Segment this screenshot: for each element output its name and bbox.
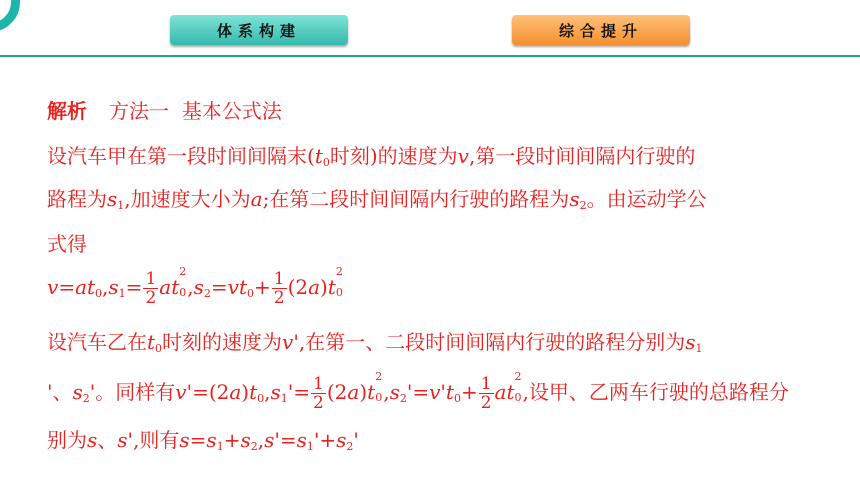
var: s xyxy=(72,380,83,404)
tab-comprehensive-improvement[interactable]: 综合提升 xyxy=(512,15,690,45)
method-title: 方法一 基本公式法 xyxy=(109,99,282,123)
var: s xyxy=(87,428,98,452)
op: , xyxy=(187,275,194,299)
sub: 1 xyxy=(306,440,314,453)
var: s xyxy=(685,330,696,354)
var: s xyxy=(179,428,190,452)
text: ,设甲、乙两车行驶的总路程分 xyxy=(522,380,789,404)
op: , xyxy=(257,428,265,452)
paragraph-line-6 xyxy=(47,424,359,453)
text: 。由运动学公 xyxy=(586,187,707,211)
solution-heading xyxy=(47,95,282,124)
var: a xyxy=(250,187,263,211)
op: (2 xyxy=(287,275,309,299)
var: t xyxy=(147,330,156,354)
sup: 2 xyxy=(514,370,522,383)
text: 别为 xyxy=(47,428,87,452)
var: v xyxy=(457,144,469,168)
op: = xyxy=(58,275,76,299)
sup: 2 xyxy=(179,265,187,278)
text: ,第一段时间间隔内行驶的 xyxy=(468,144,696,168)
var: t xyxy=(506,380,515,404)
sub: 2 xyxy=(203,287,211,300)
sub: 0 xyxy=(95,287,103,300)
sub: 1 xyxy=(117,199,125,212)
text: ,在第一、二段时间间隔内行驶的路程分别为 xyxy=(298,330,686,354)
analysis-label: 解析 xyxy=(47,99,87,123)
var: t xyxy=(445,380,454,404)
sub: 1 xyxy=(118,287,126,300)
paragraph-line-1 xyxy=(47,140,695,169)
sub: 1 xyxy=(216,440,224,453)
fraction xyxy=(479,375,494,412)
op: , xyxy=(383,380,390,404)
sub: 0 xyxy=(257,392,265,405)
numerator: 1 xyxy=(145,269,157,289)
corner-ring-decoration xyxy=(0,0,20,32)
text: 时刻的速度为 xyxy=(162,330,283,354)
sub: 2 xyxy=(82,392,90,405)
op: '= xyxy=(406,380,430,404)
paragraph-line-3 xyxy=(47,228,87,257)
denominator: 2 xyxy=(273,288,285,308)
op: ' xyxy=(353,428,359,452)
paragraph-line-2 xyxy=(47,183,707,212)
numerator: 1 xyxy=(273,269,285,289)
fraction xyxy=(311,375,326,412)
paragraph-line-4 xyxy=(47,326,702,355)
fraction xyxy=(272,270,287,307)
text: ,则有 xyxy=(133,428,180,452)
var: s xyxy=(336,428,347,452)
var: s xyxy=(240,428,251,452)
var: v xyxy=(47,275,59,299)
sub: 2 xyxy=(250,440,258,453)
var: s xyxy=(569,187,580,211)
sub: 1 xyxy=(280,392,288,405)
var: t xyxy=(314,144,323,168)
var: a xyxy=(229,380,242,404)
op: = xyxy=(279,428,297,452)
var: v' xyxy=(175,380,193,404)
sub: 2 xyxy=(579,199,587,212)
sub: 2 xyxy=(399,392,407,405)
op: =(2 xyxy=(192,380,230,404)
header-divider xyxy=(0,55,860,57)
op: = xyxy=(189,428,207,452)
op: '= xyxy=(287,380,311,404)
op: = xyxy=(125,275,143,299)
var: v' xyxy=(282,330,299,354)
sub: 0 xyxy=(155,342,163,355)
text: 设汽车乙在 xyxy=(47,330,147,354)
var: s xyxy=(107,187,118,211)
sub: 0 xyxy=(246,287,254,300)
var: vt xyxy=(227,275,247,299)
op: '+ xyxy=(313,428,337,452)
sub: 2 xyxy=(346,440,354,453)
text: ,加速度大小为 xyxy=(124,187,251,211)
var: a xyxy=(159,275,172,299)
var: t xyxy=(327,275,336,299)
sub: 1 xyxy=(695,342,703,355)
text: 时刻)的速度为 xyxy=(329,144,458,168)
paragraph-line-5 xyxy=(47,370,789,413)
sub: 0 xyxy=(453,392,461,405)
text: '、 xyxy=(47,380,73,404)
t0-squared xyxy=(367,370,383,404)
text: 、 xyxy=(97,428,118,452)
var: s xyxy=(206,428,217,452)
op: ) xyxy=(320,275,328,299)
op: + xyxy=(460,380,478,404)
denominator: 2 xyxy=(480,393,492,413)
var: s xyxy=(108,275,119,299)
op: , xyxy=(102,275,109,299)
sub: 0 xyxy=(375,391,383,404)
op: ) xyxy=(359,380,368,404)
text: 式得 xyxy=(47,232,87,256)
op: , xyxy=(264,380,271,404)
fraction xyxy=(143,270,158,307)
denominator: 2 xyxy=(145,288,157,308)
op: + xyxy=(223,428,241,452)
sub: 0 xyxy=(179,286,187,299)
op: ) xyxy=(241,380,250,404)
var: a xyxy=(347,380,360,404)
var: s xyxy=(389,380,400,404)
numerator: 1 xyxy=(313,374,324,394)
text: 路程为 xyxy=(47,187,107,211)
var: a xyxy=(494,380,507,404)
var: t xyxy=(249,380,258,404)
text: '。同样有 xyxy=(89,380,176,404)
sup: 2 xyxy=(375,370,383,383)
op: (2 xyxy=(326,380,348,404)
var: t xyxy=(367,380,376,404)
var: s' xyxy=(117,428,134,452)
var: s xyxy=(296,428,307,452)
var: s xyxy=(193,275,204,299)
var: v' xyxy=(429,380,446,404)
op: = xyxy=(210,275,228,299)
denominator: 2 xyxy=(313,393,324,413)
sub: 0 xyxy=(335,286,343,299)
var: t xyxy=(171,275,180,299)
op: + xyxy=(253,275,271,299)
sub: 0 xyxy=(514,391,522,404)
t0-squared xyxy=(327,265,343,299)
text: 设汽车甲在第一段时间间隔末( xyxy=(47,144,315,168)
var: s' xyxy=(264,428,280,452)
var: a xyxy=(308,275,321,299)
tab-system-construction[interactable]: 体系构建 xyxy=(170,15,348,45)
formula-line-1 xyxy=(47,265,343,308)
var: s xyxy=(270,380,281,404)
numerator: 1 xyxy=(480,374,492,394)
sub: 0 xyxy=(322,156,330,169)
sup: 2 xyxy=(335,265,343,278)
var: at xyxy=(75,275,96,299)
t0-squared xyxy=(506,370,522,404)
text: ;在第二段时间间隔内行驶的路程为 xyxy=(262,187,570,211)
t0-squared xyxy=(171,265,187,299)
